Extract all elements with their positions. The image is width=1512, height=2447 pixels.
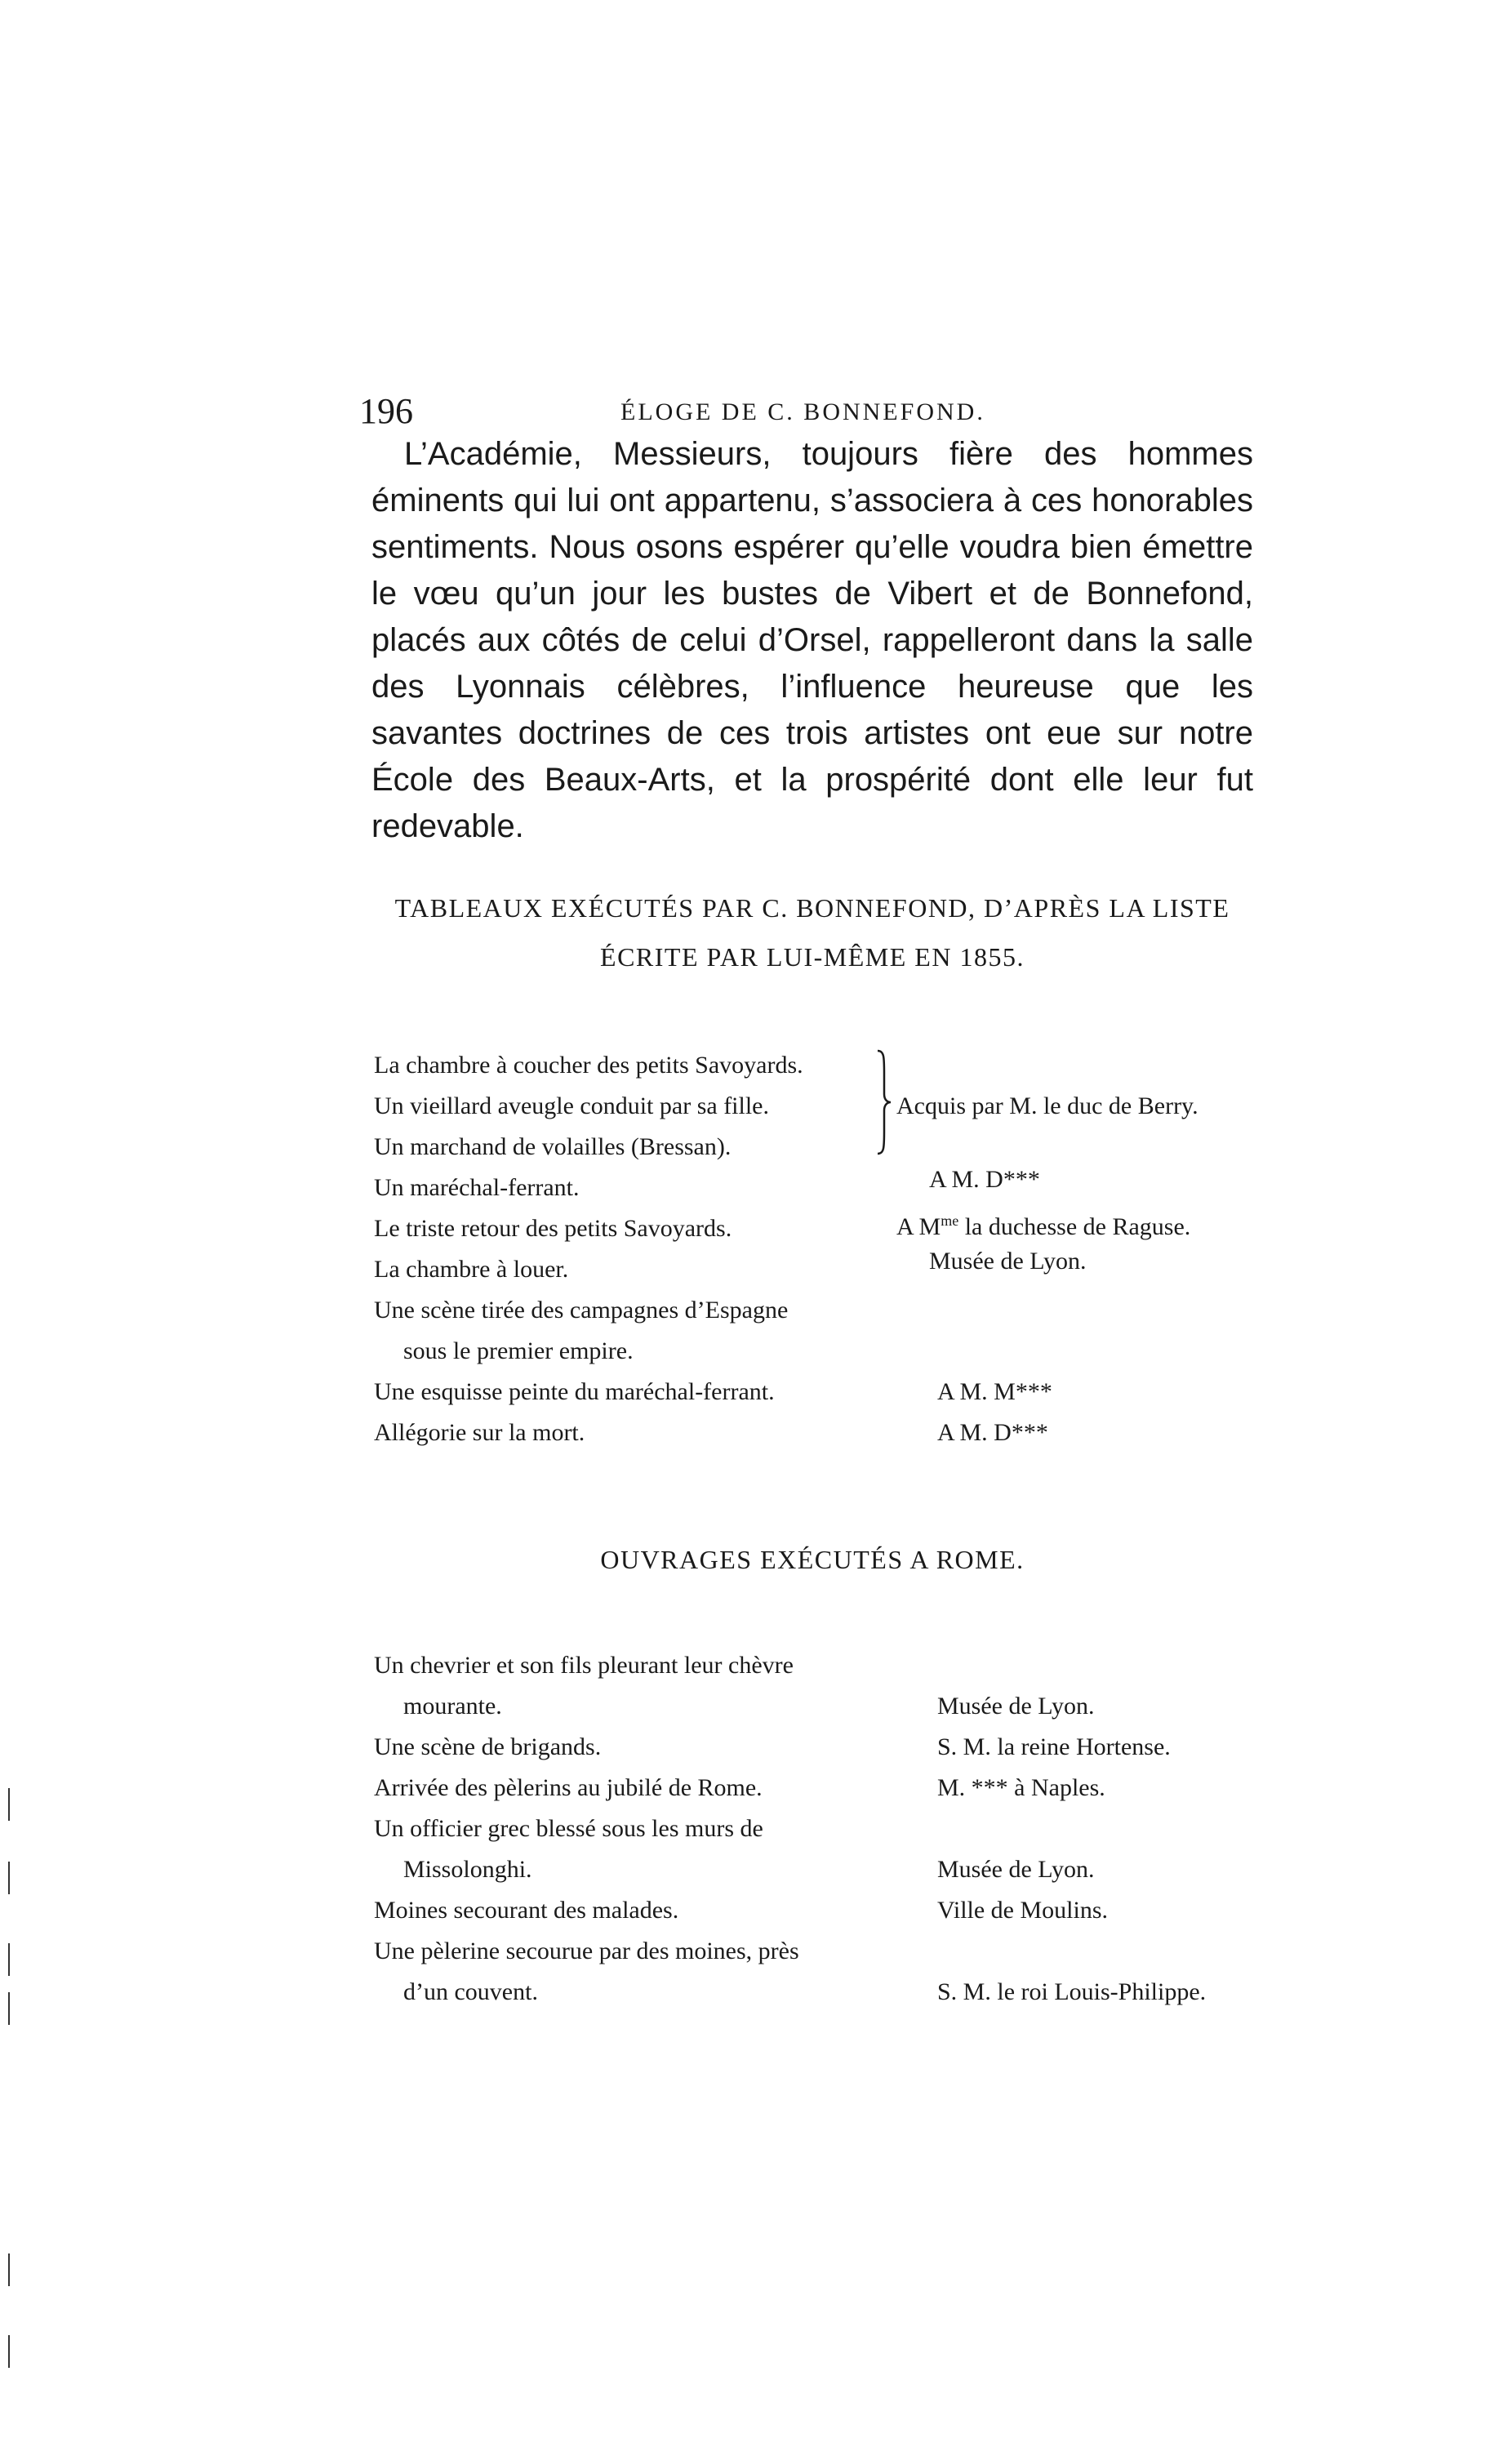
owner-label: A M. D*** [929,1166,1040,1193]
tableaux-list [374,1045,1256,1453]
list-item: Une pèlerine secourue par des moines, près [374,1938,799,1964]
owner-label: Acquis par M. le duc de Berry. [896,1092,1198,1119]
scan-artifact [8,2335,10,2368]
list-item: Un officier grec blessé sous les murs de [374,1815,763,1842]
owner-label: M. *** à Naples. [937,1774,1105,1801]
owner-label: Musée de Lyon. [937,1856,1095,1883]
list-item: d’un couvent. [403,1978,538,2005]
curly-brace [876,1049,892,1155]
list-item: sous le premier empire. [403,1337,634,1364]
list-item: Un vieillard aveugle conduit par sa fille. [374,1092,769,1119]
scan-artifact [8,1862,10,1894]
list-item: Arrivée des pèlerins au jubilé de Rome. [374,1774,763,1801]
list-item: Une scène de brigands. [374,1733,602,1760]
owner-label: S. M. la reine Hortense. [937,1733,1171,1760]
list-item: Un maréchal-ferrant. [374,1174,580,1201]
owner-label: Ville de Moulins. [937,1897,1109,1924]
running-title: ÉLOGE DE C. BONNEFOND. [620,398,985,425]
rome-list [374,1645,1256,2021]
list-item: Un chevrier et son fils pleurant leur chèvre [374,1652,794,1679]
page-number: 196 [359,391,413,431]
list-item: Une scène tirée des campagnes d’Espagne [374,1297,789,1324]
list-item: Un marchand de volailles (Bressan). [374,1133,732,1160]
list-item: La chambre à louer. [374,1256,569,1283]
owner-label: A M. M*** [937,1378,1052,1405]
owner-label: S. M. le roi Louis-Philippe. [937,1978,1207,2005]
owner-label: Musée de Lyon. [937,1693,1095,1720]
list-item: Le triste retour des petits Savoyards. [374,1215,732,1242]
body-paragraph: L’Académie, Messieurs, toujours fière des hommes éminents qui lui ont appartenu, s’associera à ces honorables sentiments. Nous osons espérer qu’elle voudra bien émettre le vœu qu’un jour les bustes de Vibert et de Bonnefond, placés aux côtés de celui d’Orsel, rappelleront dans la salle des Lyonnais célèbres, l’influence heureuse que les savantes doctrines de ces trois artistes ont eue sur notre École des Beaux-Arts, et la prospérité dont elle leur fut redevable. [371,436,1253,844]
list-item: Moines secourant des malades. [374,1897,679,1924]
list-item: Allégorie sur la mort. [374,1419,585,1446]
list-item: La chambre à coucher des petits Savoyards. [374,1052,803,1079]
section-heading-line: ÉCRITE PAR LUI-MÊME EN 1855. [600,942,1025,972]
list-item: mourante. [403,1693,502,1720]
scan-artifact [8,2253,10,2286]
owner-label: Musée de Lyon. [929,1248,1087,1275]
list-item: Missolonghi. [403,1856,532,1883]
scan-artifact [8,1788,10,1821]
scan-artifact [8,1992,10,2025]
section-heading-line: TABLEAUX EXÉCUTÉS PAR C. BONNEFOND, D’APRÈS LA LISTE [394,893,1230,923]
section-heading-rome: OUVRAGES EXÉCUTÉS A ROME. [600,1545,1025,1574]
list-item: Une esquisse peinte du maréchal-ferrant. [374,1378,775,1405]
section-heading-tableaux [371,883,1253,981]
scan-artifact [8,1943,10,1976]
owner-label: A $M^{me}$ la duchesse de Raguse. [896,1212,1191,1240]
owner-label: A M. D*** [937,1419,1048,1446]
